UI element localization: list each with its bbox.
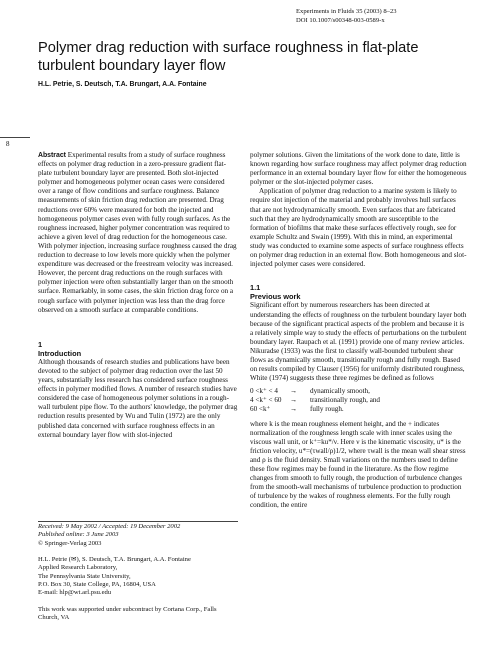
regime-condition: 60 <k⁺ — [250, 405, 271, 414]
abstract — [38, 151, 238, 315]
page-number: 8 — [6, 140, 10, 148]
arrow-icon: → — [290, 396, 298, 405]
margin-rule — [0, 137, 30, 138]
intro-section-number: 1 — [38, 339, 43, 349]
journal-header — [296, 8, 397, 25]
regime-row-rough — [250, 405, 468, 414]
journal-citation: Experiments in Fluids 35 (2003) 8–23 — [296, 8, 397, 15]
abstract-text: Experimental results from a study of surface roughness effects on polymer drag reduction in a zero-pressure gradient flat-plate turbulent boundary layer are presented. Both slot-injected polymer and homogeneous polymer ocean cases were considered over a range of flow conditions and surface roughness. Balance measurements of skin friction drag reduction are presented. Drag reductions over 60% were measured for both the injected and homogeneous polymer cases even with fully rough surfaces. As the roughness increased, higher polymer concentration was required to achieve a given level of drag reduction for the homogeneous case. With polymer injection, increasing surface roughness caused the drag reduction to decrease to low levels more quickly when the polymer expenditure was decreased or the freestream velocity was increased. However, the percent drag reductions on the rough surfaces with polymer injection were often substantially larger than on the smooth surface. Remarkably, in some cases, the skin friction drag force on a rough surface with polymer injection was less than the drag force observed on a smooth surface at comparable conditions. — [38, 151, 237, 314]
regime-list — [250, 387, 468, 414]
email-line: E-mail: hlp@wt.arl.psu.edu — [38, 589, 112, 597]
doi: DOI 10.1007/s00348-003-0589-x — [296, 16, 385, 24]
prev-work-section-number: 1.1 — [250, 283, 261, 293]
paper-title: Polymer drag reduction with surface roughness in flat-plate turbulent boundary layer flow — [38, 40, 419, 74]
received-date: Received: 9 May 2002 / Accepted: 19 December 2002 — [38, 523, 181, 530]
regime-condition: 4 <k⁺ < 60 — [250, 396, 282, 405]
prev-work-heading: Previous work — [250, 292, 301, 302]
regime-row-transitional — [250, 396, 468, 405]
address-line: H.L. Petrie (✉), S. Deutsch, T.A. Brungart, A.A. Fontaine — [38, 556, 191, 563]
intro-heading: Introduction — [38, 348, 82, 358]
intro-paragraph: Although thousands of research studies and publications have been devoted to the subject of polymer drag reduction over the last 50 years, substantially less research has considered surface roughness effects in polymer modified flows. A number of research studies have considered the case of homogeneous polymer solutions in a rough-wall turbulent pipe flow. To the authors' knowledge, the polymer drag reduction results presented by Wu and Tulin (1972) are the only published data concerned with surface roughness effects in an external boundary layer flow with slot-injected — [38, 357, 238, 439]
footnote-rule — [38, 521, 238, 522]
right-column — [250, 151, 468, 510]
copyright: © Springer-Verlag 2003 — [38, 539, 102, 547]
regime-description: transitionally rough, and — [310, 396, 381, 405]
definition-paragraph: where k is the mean roughness element height, and the + indicates normalization of the roughness length scale with inner scales using the viscous wall unit, or k⁺=ku*/ν. Here ν is the kinematic viscosity, u* is the friction velocity, u*=(τwall/ρ)1/2, where τwall is the mean wall shear stress and ρ is the fluid density. Small variations on the numbers used to define these flow regimes may be found in the literature. As the flow regime changes from smooth to fully rough, the production of turbulence changes from the smooth-wall mechanisms of turbulence production to production of turbulence by the wakes of roughness elements. For the fully rough condition, the entire — [250, 419, 466, 510]
prev-work-paragraph: Significant effort by numerous researchers has been directed at understanding the effects of roughness on the turbulent boundary layer both because of the significant practical aspects of the problem and because it is a relatively simple way to study the effects of perturbations on the turbulent boundary layer. Raupach et al. (1991) provide one of many review articles. Nikuradse (1933) was the first to classify wall-bounded turbulent shear flows as dynamically smooth, transitionally rough and fully rough. Based on results compiled by Clauser (1956) for uniformly distributed roughness, White (1974) suggests these three regimes be defined as follows — [250, 301, 467, 383]
author-address — [38, 556, 238, 597]
funding-note: This work was supported under subcontract by Cortana Corp., Falls Church, VA — [38, 606, 217, 622]
continued-paragraph: polymer solutions. Given the limitations of the work done to date, little is known regarding how surface roughness may affect polymer drag reduction performance in an external boundary layer flow for either the homogeneous polymer or the slot-injected polymer cases. — [250, 151, 467, 187]
publication-dates — [38, 523, 238, 548]
left-column — [38, 151, 238, 440]
address-line: Applied Research Laboratory, — [38, 564, 118, 572]
regime-condition: 0 <k⁺ < 4 — [250, 387, 278, 396]
arrow-icon: → — [290, 387, 298, 396]
address-line: P.O. Box 30, State College, PA, 16804, USA — [38, 580, 156, 588]
published-date: Published online: 3 June 2003 — [38, 531, 119, 539]
regime-row-smooth — [250, 387, 468, 396]
regime-description: fully rough. — [310, 405, 344, 414]
author-list: H.L. Petrie, S. Deutsch, T.A. Brungart, A.A. Fontaine — [38, 81, 207, 88]
arrow-icon: → — [290, 405, 298, 414]
address-line: The Pennsylvania State University, — [38, 572, 131, 580]
regime-description: dynamically smooth, — [310, 387, 370, 396]
marine-paragraph: Application of polymer drag reduction to a marine system is likely to require slot injection of the material and probably involves hull surfaces that are not hydrodynamically smooth. Even surfaces that are fabricated such that they are hydrodynamically smooth are susceptible to the formation of biofilms that make these surfaces effectively rough, see for example Schultz and Swain (1999). With this in mind, an experimental study was conducted to examine some aspects of surface roughness effects on polymer drag reduction in an external flow. Both homogeneous and slot-injected polymer cases were considered. — [250, 187, 467, 269]
abstract-label: Abstract — [38, 152, 66, 159]
